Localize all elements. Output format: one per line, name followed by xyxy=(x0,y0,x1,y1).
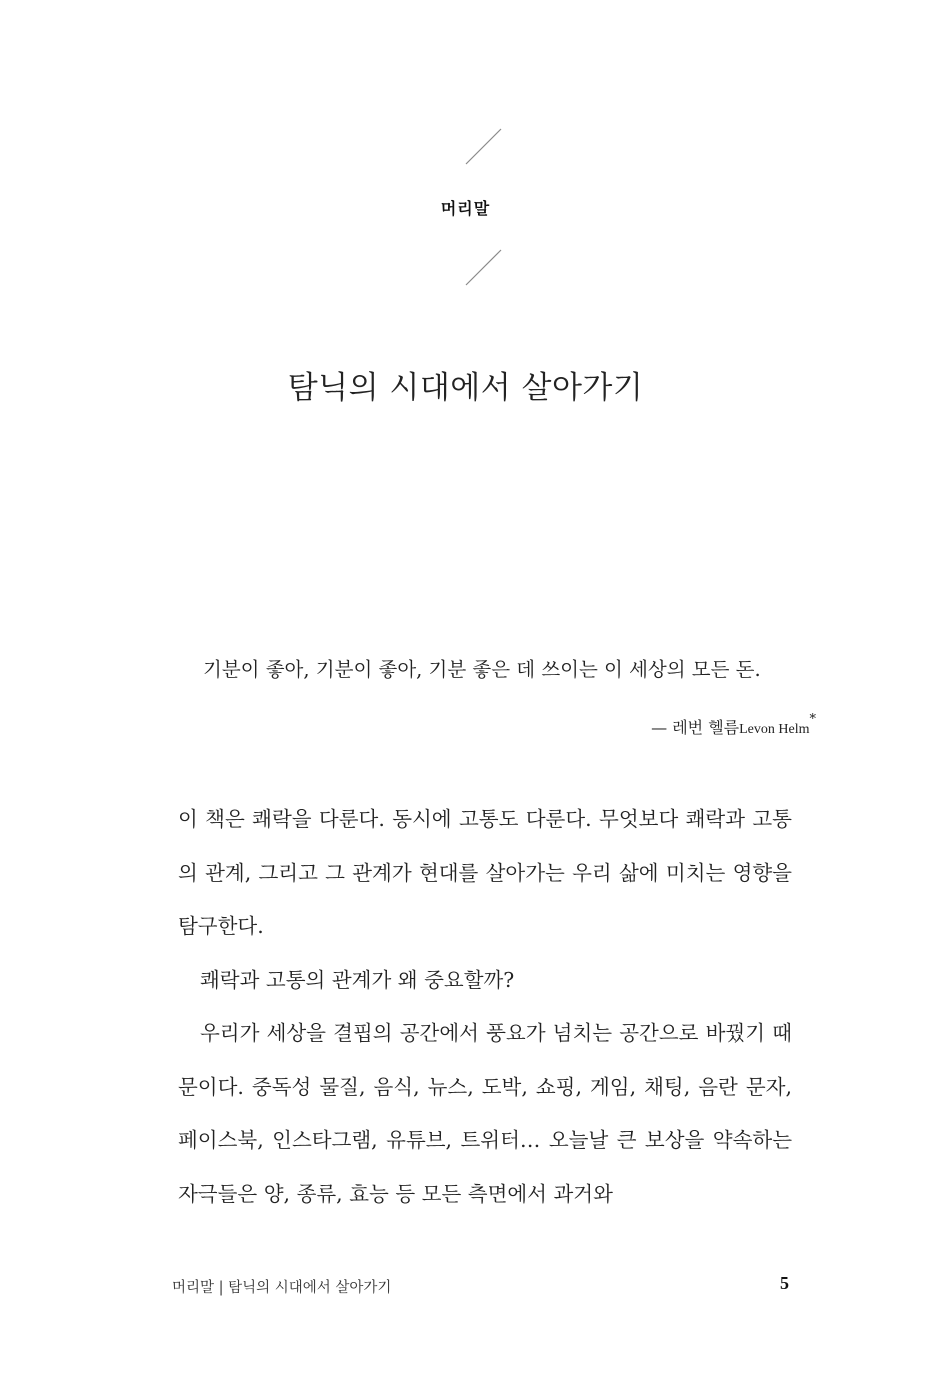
running-head: 머리말 | 탐닉의 시대에서 살아가기 xyxy=(172,1280,392,1296)
footnote-mark[interactable]: * xyxy=(809,711,816,727)
author-latin: Levon Helm xyxy=(739,722,810,737)
attribution-dash: — xyxy=(651,718,668,737)
body-text xyxy=(178,793,792,1221)
decorative-slash-bottom xyxy=(465,249,502,286)
section-label: 머리말 xyxy=(440,199,491,218)
epigraph-attribution xyxy=(651,711,816,738)
chapter-title: 탐닉의 시대에서 살아가기 xyxy=(287,370,644,406)
decorative-slash-top xyxy=(465,128,502,165)
paragraph: 쾌락과 고통의 관계가 왜 중요할까? xyxy=(200,967,515,992)
paragraph: 이 책은 쾌락을 다룬다. 동시에 고통도 다룬다. 무엇보다 쾌락과 고통의 관계, 그리고 그 관계가 현대를 살아가는 우리 삶에 미치는 영향을 탐구한다. xyxy=(178,807,792,938)
paragraph: 우리가 세상을 결핍의 공간에서 풍요가 넘치는 공간으로 바꿨기 때문이다. 중독성 물질, 음식, 뉴스, 도박, 쇼핑, 게임, 채팅, 음란 문자, 페이스북, 인스타그램, 유튜브, 트위터… 오늘날 큰 보상을 약속하는 자극들은 양, 종류, 효능 등 모든 측면에서 과거와 xyxy=(178,1021,792,1206)
epigraph-quote: 기분이 좋아, 기분이 좋아, 기분 좋은 데 쓰이는 이 세상의 모든 돈. xyxy=(203,658,761,681)
author-korean: 레번 헬름 xyxy=(672,718,740,737)
page-number: 5 xyxy=(780,1273,789,1293)
